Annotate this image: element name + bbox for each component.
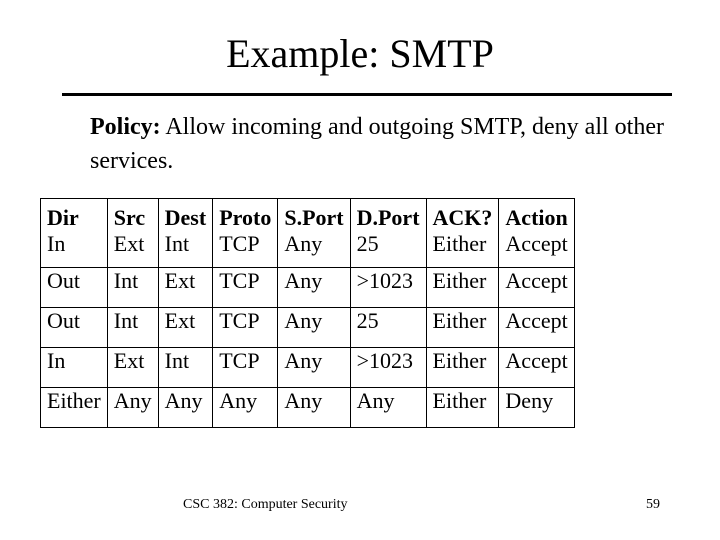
table-cell: Either	[426, 348, 499, 388]
table-cell: Any	[278, 348, 350, 388]
table-cell: Int	[158, 231, 213, 268]
column-header: S.Port	[278, 199, 350, 232]
table-cell: Either	[426, 308, 499, 348]
table-cell: Any	[350, 388, 426, 428]
slide-title: Example: SMTP	[226, 31, 494, 76]
firewall-rules-table	[40, 198, 575, 428]
table-cell: Ext	[158, 268, 213, 308]
table-cell: 25	[350, 231, 426, 268]
footer-course: CSC 382: Computer Security	[183, 497, 348, 512]
table-cell: Int	[107, 268, 158, 308]
table-cell: Out	[41, 308, 108, 348]
column-header: Dest	[158, 199, 213, 232]
table-row	[41, 308, 575, 348]
table-cell: Accept	[499, 268, 574, 308]
table-cell: TCP	[213, 348, 278, 388]
table-cell: Ext	[107, 348, 158, 388]
table-cell: Any	[107, 388, 158, 428]
table-header-row	[41, 199, 575, 232]
column-header: Action	[499, 199, 574, 232]
table-row	[41, 231, 575, 268]
table-cell: TCP	[213, 308, 278, 348]
column-header: Dir	[41, 199, 108, 232]
table-cell: >1023	[350, 268, 426, 308]
table-cell: Int	[107, 308, 158, 348]
column-header: Src	[107, 199, 158, 232]
table-row	[41, 348, 575, 388]
column-header: ACK?	[426, 199, 499, 232]
table-cell: Any	[278, 388, 350, 428]
table-cell: Any	[278, 231, 350, 268]
footer-page-number: 59	[646, 497, 660, 512]
table-cell: >1023	[350, 348, 426, 388]
table-cell: In	[41, 348, 108, 388]
column-header: Proto	[213, 199, 278, 232]
table-cell: Int	[158, 348, 213, 388]
table-cell: Out	[41, 268, 108, 308]
table-cell: Either	[426, 231, 499, 268]
table-cell: Either	[426, 268, 499, 308]
policy-label: Policy:	[90, 114, 161, 140]
table-cell: TCP	[213, 268, 278, 308]
policy-statement	[90, 110, 690, 178]
table-cell: Ext	[107, 231, 158, 268]
title-divider	[62, 93, 672, 96]
table-cell: Accept	[499, 231, 574, 268]
table-cell: Either	[41, 388, 108, 428]
column-header: D.Port	[350, 199, 426, 232]
table-row	[41, 268, 575, 308]
table-cell: Either	[426, 388, 499, 428]
table-cell: Deny	[499, 388, 574, 428]
table-cell: Any	[278, 268, 350, 308]
table-cell: Any	[158, 388, 213, 428]
table-cell: Ext	[158, 308, 213, 348]
table-cell: Any	[213, 388, 278, 428]
table-cell: Accept	[499, 308, 574, 348]
table-cell: Any	[278, 308, 350, 348]
table-cell: TCP	[213, 231, 278, 268]
table-cell: In	[41, 231, 108, 268]
table-cell: 25	[350, 308, 426, 348]
policy-text: Allow incoming and outgoing SMTP, deny all other services.	[90, 114, 664, 174]
table-row	[41, 388, 575, 428]
table-cell: Accept	[499, 348, 574, 388]
